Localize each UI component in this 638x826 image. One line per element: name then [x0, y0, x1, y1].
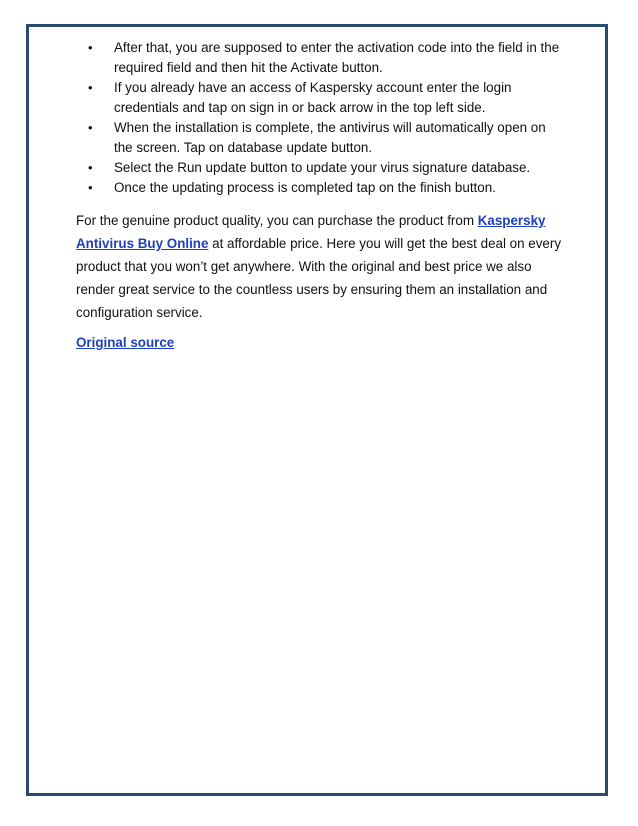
- list-item: [76, 38, 566, 78]
- step-text: Select the Run update button to update your virus signature database.: [114, 160, 531, 175]
- step-text: After that, you are supposed to enter the activation code into the field in the required field and then hit the Activate button.: [114, 40, 560, 75]
- list-item: [76, 78, 566, 118]
- purchase-paragraph: [76, 209, 566, 324]
- list-item: [76, 118, 566, 158]
- bullet-icon: •: [88, 40, 93, 55]
- bullet-icon: •: [88, 180, 93, 195]
- step-text: If you already have an access of Kaspersky account enter the login credentials and tap on sign in or back arrow in the top left side.: [114, 80, 512, 115]
- bullet-icon: •: [88, 80, 93, 95]
- bullet-icon: •: [88, 160, 93, 175]
- step-text: Once the updating process is completed tap on the finish button.: [114, 180, 496, 195]
- document-content: [76, 38, 566, 353]
- paragraph-text-start: For the genuine product quality, you can purchase the product from: [76, 213, 478, 228]
- original-source-link[interactable]: Original source: [76, 335, 175, 350]
- list-item: [76, 158, 566, 178]
- step-text: When the installation is complete, the antivirus will automatically open on the screen. Tap on database update button.: [114, 120, 546, 155]
- bullet-icon: •: [88, 120, 93, 135]
- source-line: [76, 333, 566, 353]
- paragraph-text-end: at affordable price. Here you will get the best deal on every product that you won’t get anywhere. With the original and best price we also render great service to the countless users by ensuring them an installation and configuration service.: [76, 236, 562, 320]
- kaspersky-buy-online-link[interactable]: Kaspersky Antivirus Buy Online: [76, 213, 546, 251]
- steps-list: [76, 38, 566, 198]
- list-item: [76, 178, 566, 198]
